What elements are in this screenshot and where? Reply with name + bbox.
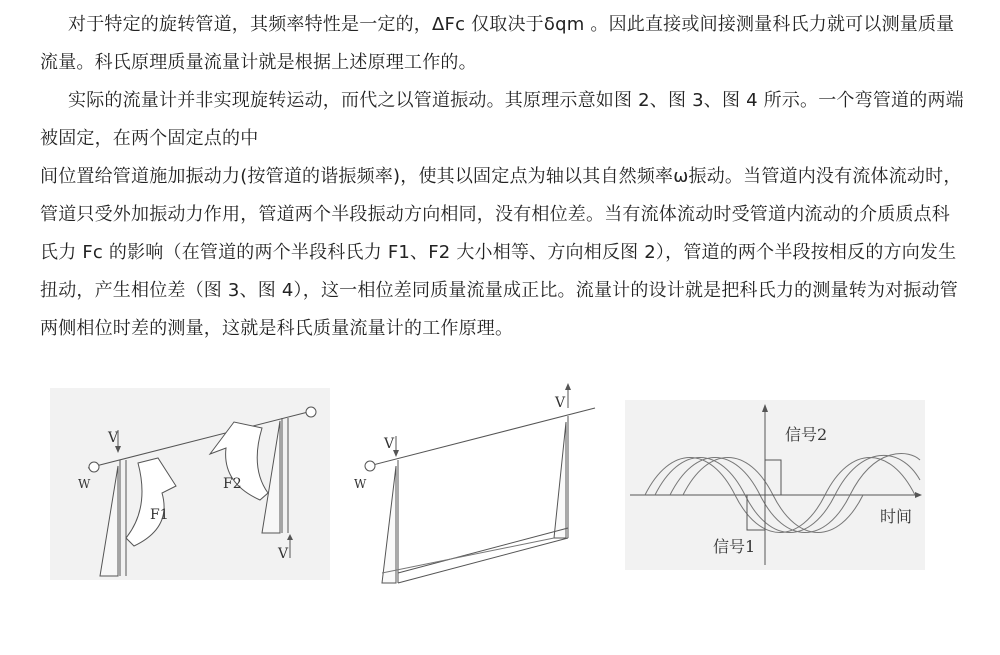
fig3-v-left-label: V [384, 436, 395, 452]
paragraph-3: 间位置给管道施加振动力(按管道的谐振频率)，使其以固定点为轴以其自然频率ω振动。当管道内没有流体流动时，管道只受外加振动力作用，管道两个半段振动方向相同，没有相位差。当有流体流动时受管道内流动的介质质点科氏力 Fc 的影响（在管道的两个半段科氏力 F1、F2 大小相等、方向相反图 2），管道的两个半段按相反的方向发生扭动，产生相位差（图 3、图 4），这一相位差同质量流量成正比。流量计的设计就是把科氏力的测量转为对振动管两侧相位时差的测量，这就是科氏质量流量计的工作原理。 [40, 166, 962, 339]
fig2-v-top-label: V [108, 430, 119, 446]
paragraph-2: 实际的流量计并非实现旋转运动，而代之以管道振动。其原理示意如图 2、图 3、图 4 所示。一个弯管道的两端被固定，在两个固定点的中 [40, 90, 964, 149]
figure-3-tube-twist [350, 378, 600, 588]
fig2-w-label: W [78, 477, 91, 491]
fig2-f2-label: F2 [223, 476, 242, 492]
fig3-v-top-label: V [555, 395, 566, 411]
fig2-f1-label: F1 [150, 507, 169, 523]
figure-4-phase-signals [625, 400, 925, 570]
fig2-v-bottom-label: V [278, 546, 289, 562]
paragraph-1: 对于特定的旋转管道，其频率特性是一定的，ΔFc 仅取决于δqm 。因此直接或间接测量科氏力就可以测量质量流量。科氏原理质量流量计就是根据上述原理工作的。 [40, 14, 955, 73]
figure-2-tube-forces [50, 388, 330, 580]
fig4-signal1-label: 信号1 [713, 537, 756, 556]
article-body [40, 6, 965, 348]
fig4-signal2-label: 信号2 [785, 425, 828, 444]
fig4-time-axis-label: 时间 [880, 507, 913, 526]
fig3-w-label: W [354, 477, 367, 491]
